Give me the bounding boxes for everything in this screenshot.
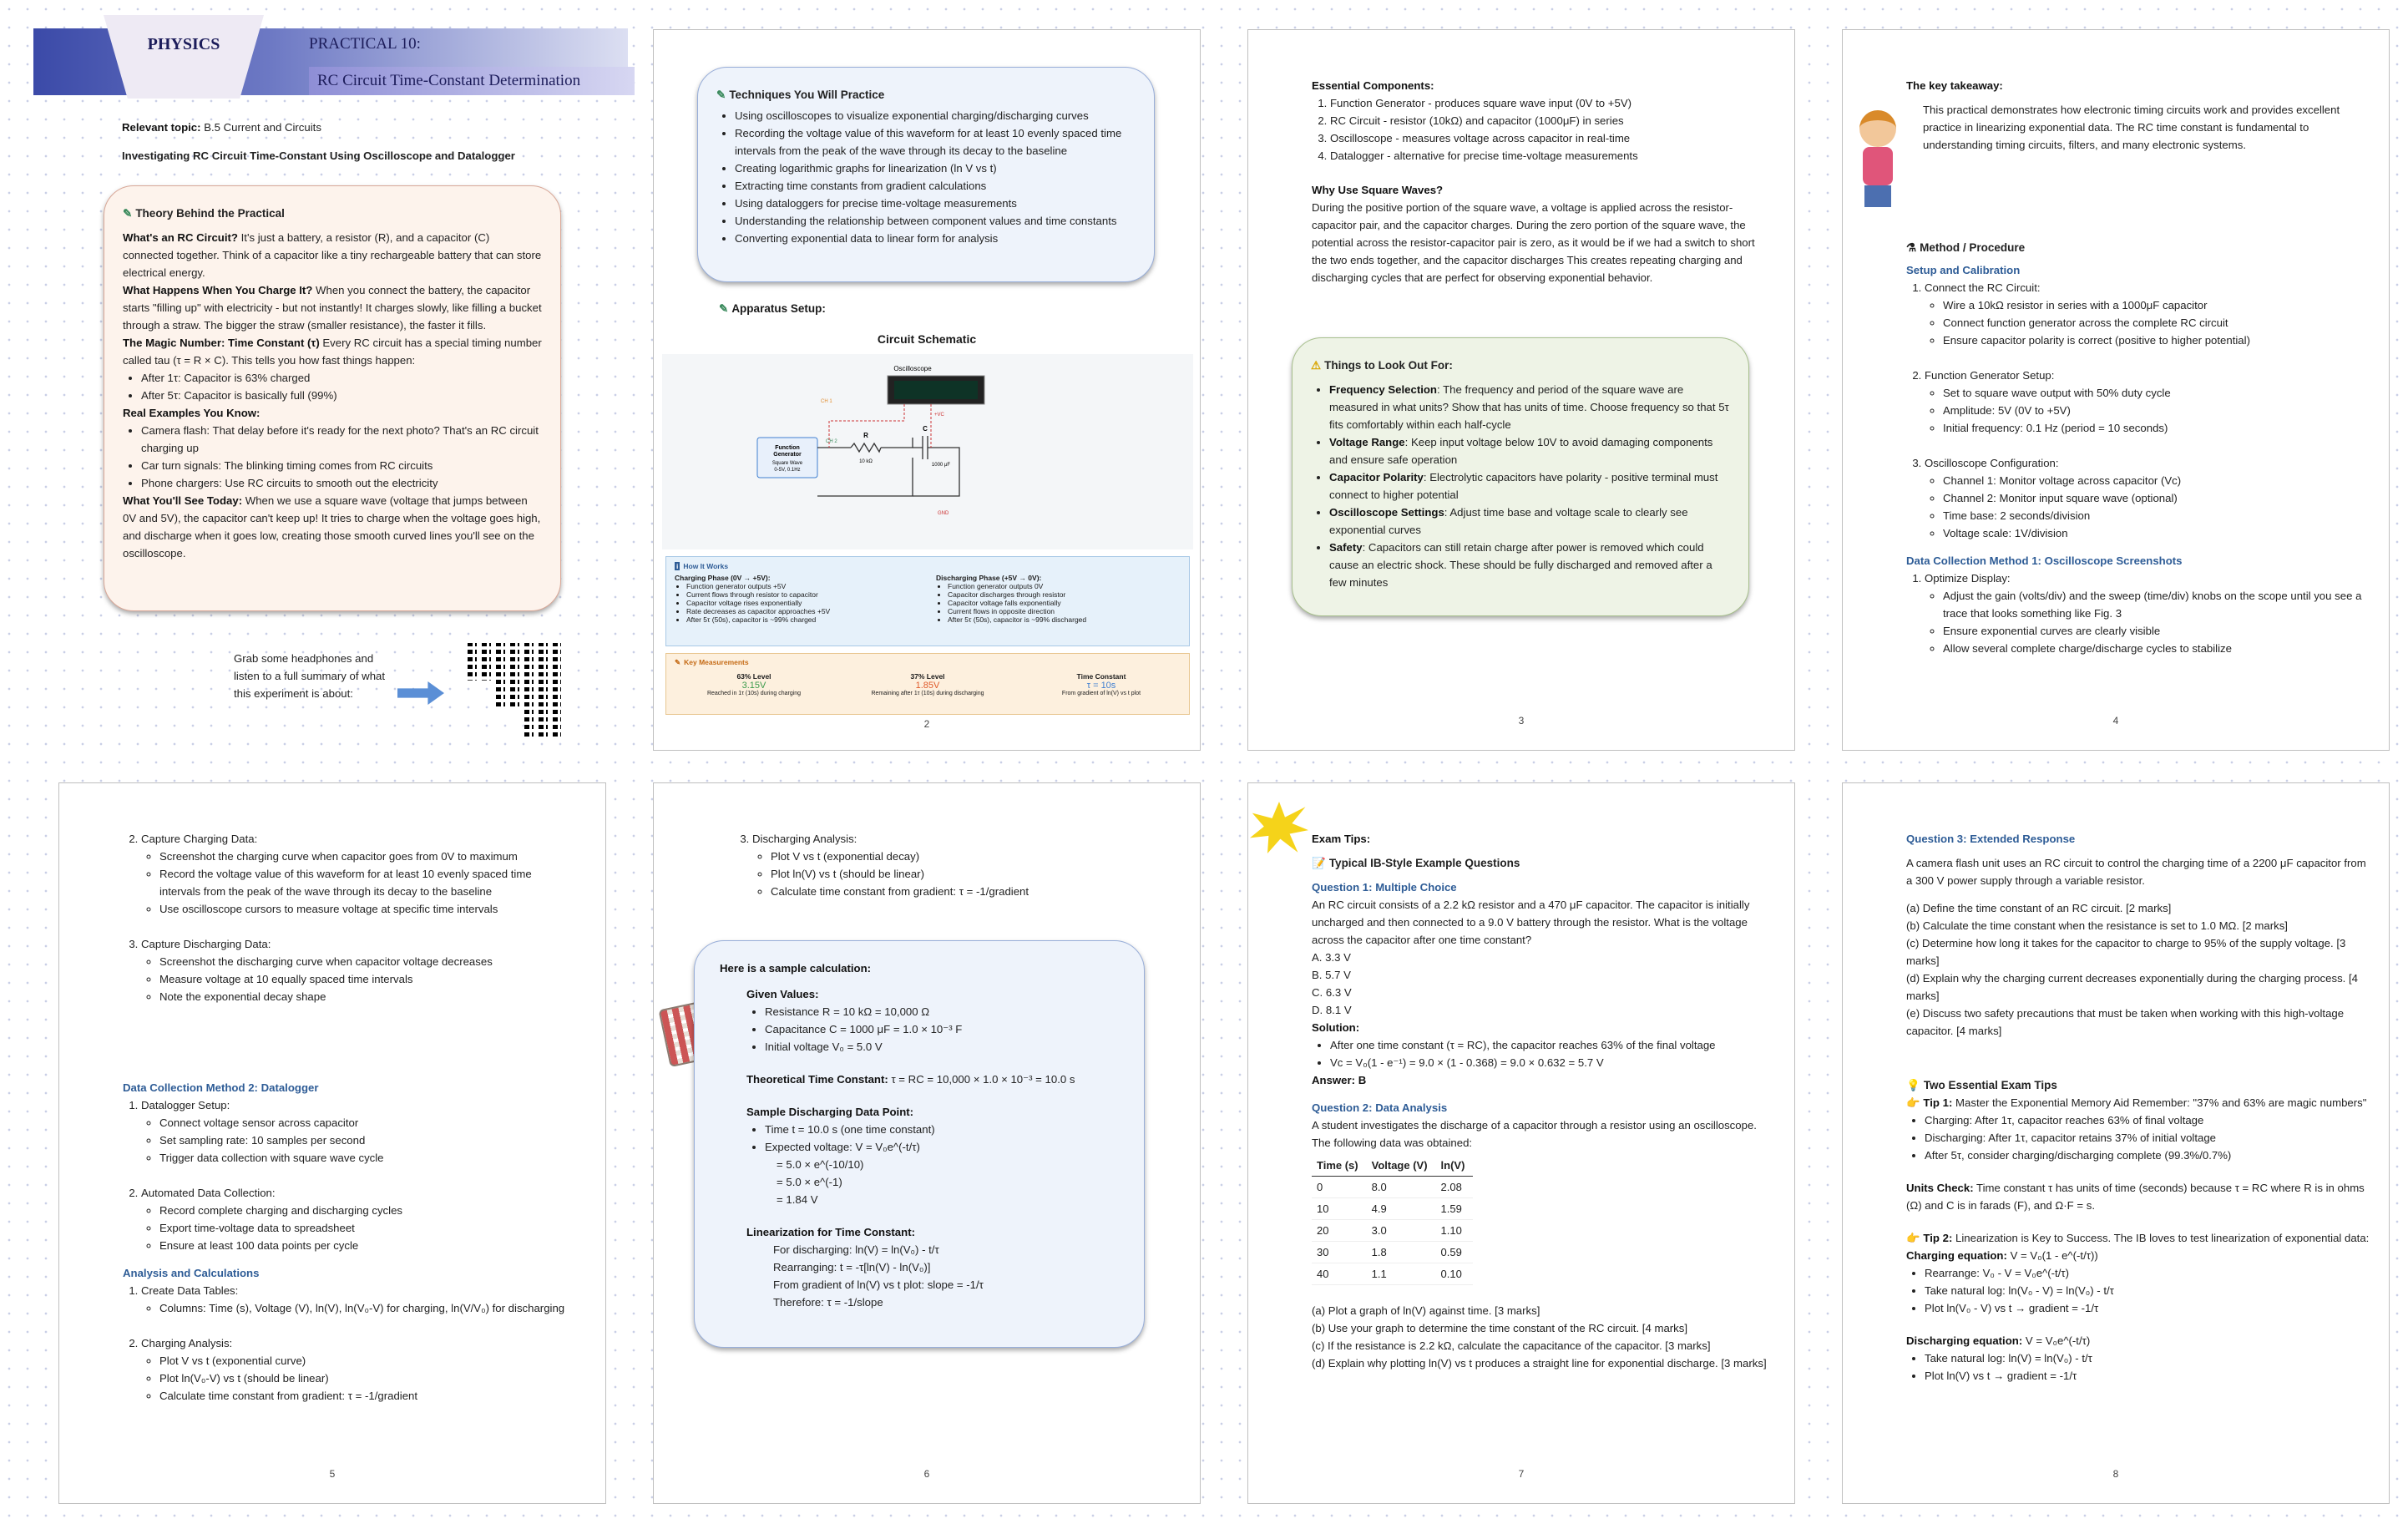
question-2-text: A student investigates the discharge of a capacitor through a resistor using an oscilloscope. The following data was obtained: xyxy=(1312,1119,1757,1149)
method-section xyxy=(1906,239,2374,657)
charging-equation: Charging equation: V = V₀(1 - e^(-t/τ)) xyxy=(1906,1249,2098,1262)
discharging-analysis: 3. Discharging Analysis: ◦ Plot V vs t (exponential decay) ◦ Plot ln(V) vs t (should be linear) ◦ Calculate time constant from gradient: τ = -1/gradient xyxy=(734,830,1168,900)
sample-discharge-title: Sample Discharging Data Point: xyxy=(746,1106,914,1118)
topic-line: Relevant topic: B.5 Current and Circuits xyxy=(122,121,321,134)
techniques-box xyxy=(697,67,1155,282)
examples-list: • Camera flash: That delay before it's ready for the next photo? That's an RC circuit charging up • Car turn signals: The blinking timing comes from RC circuits • Phone chargers: Use RC circuits to smooth out the electricity xyxy=(123,422,542,492)
schematic-panel xyxy=(662,354,1193,549)
setup-title: Setup and Calibration xyxy=(1906,264,2021,276)
square-wave-title: Why Use Square Waves? xyxy=(1312,184,1444,196)
apparatus-title: ✎ Apparatus Setup: xyxy=(719,302,826,315)
page-8 xyxy=(1842,782,2390,1504)
page-subtitle: Investigating RC Circuit Time-Constant Using Oscilloscope and Datalogger xyxy=(122,149,515,162)
phases xyxy=(675,574,1181,624)
tip-1: 👉 Tip 1: Master the Exponential Memory Aid Remember: "37% and 63% are magic numbers" xyxy=(1906,1094,2370,1111)
solution-label: Solution: xyxy=(1312,1021,1360,1034)
oscilloscope-screen xyxy=(894,381,978,399)
resistor-label: R xyxy=(863,432,868,439)
takeaway: The key takeaway: This practical demonstrates how electronic timing circuits work and provides excellent practice in linearizing exponential data. The RC time constant is fundamental to understanding timing circuits, filters, and many electronic systems. xyxy=(1906,79,2340,151)
lightbulb-icon: 💡 xyxy=(1906,1079,1920,1091)
page-number: 4 xyxy=(2112,715,2119,727)
tip-2: 👉 Tip 2: Linearization is Key to Success. The IB loves to test linearization of exponential data: xyxy=(1906,1229,2370,1247)
theory-q3: The Magic Number: Time Constant (τ) Every RC circuit has a special timing number called tau (τ = R × C). This tells you how fast things happen: xyxy=(123,337,542,367)
fg-label-1: Function xyxy=(775,445,800,451)
gnd-label: GND xyxy=(938,511,949,516)
how-it-works-panel xyxy=(665,556,1190,646)
method2-title: Data Collection Method 2: Datalogger xyxy=(123,1081,319,1094)
key-measurements-panel xyxy=(665,653,1190,715)
memo-icon: 📝 xyxy=(1312,857,1326,869)
question-1-title: Question 1: Multiple Choice xyxy=(1312,881,1457,894)
flask-icon: ⚗ xyxy=(1906,241,1917,254)
method1-steps: 1. Optimize Display: ◦ Adjust the gain (volts/div) and the sweep (time/div) knobs on the scope until you see a trace that looks something like Fig. 3 ◦ Ensure exponential curves are clearly visible ◦ Allow several complete charge/discharge cycles to stabilize xyxy=(1906,570,2374,657)
page-1 xyxy=(33,15,635,750)
discharging-equation: Discharging equation: V = V₀e^(-t/τ) xyxy=(1906,1334,2091,1347)
table-row: 40 1.1 0.10 xyxy=(1312,1263,1473,1285)
exam-section xyxy=(1312,830,1776,1372)
question-3-parts: (a) Define the time constant of an RC circuit. [2 marks] (b) Calculate the time constant when the resistance is set to 1.0 MΩ. [2 marks] (c) Determine how long it takes for the capacitor to charge to 95% of the supply voltage. [3 marks] (d) Explain why the charging current decreases exponentially during the charging process. [4 marks] (e) Discuss two safety precautions that must be taken when working with this high-voltage capacitor. [4 marks] xyxy=(1906,902,2358,1037)
capacitor-value: 1000 μF xyxy=(931,463,951,468)
schematic-title: Circuit Schematic xyxy=(877,332,977,346)
linearization-steps: For discharging: ln(V) = ln(V₀) - t/τ Rearranging: t = -τ[ln(V) - ln(V₀)] From gradient of ln(V) vs t plot: slope = -1/τ Therefore: τ = -1/slope xyxy=(773,1243,984,1309)
subject-label: PHYSICS xyxy=(147,35,220,53)
discharging-phase: Discharging Phase (+5V → 0V): • Function generator outputs 0V • Capacitor discharges through resistor • Capacitor voltage falls exponentially • Current flows in opposite direction • After 5τ (50s), capacitor is ~99% discharged xyxy=(936,574,1181,624)
measurements-row xyxy=(675,672,1181,696)
measurement-63: 63% Level 3.15V Reached in 1τ (10s) during charging xyxy=(706,672,802,696)
pencil-icon: ✎ xyxy=(716,89,726,101)
theoretical-tau: Theoretical Time Constant: τ = RC = 10,000 × 1.0 × 10⁻³ = 10.0 s xyxy=(746,1073,1075,1086)
fg-label-2: Generator xyxy=(773,452,802,458)
charging-steps: • Rearrange: V₀ - V = V₀e^(-t/τ) • Take natural log: ln(V₀ - V) = ln(V₀) - t/τ • Plot ln(V₀ - V) vs t → gradient = -1/τ xyxy=(1906,1264,2370,1317)
page-5 xyxy=(58,782,606,1504)
page-number: 6 xyxy=(923,1468,930,1480)
theory-title: ✎ Theory Behind the Practical xyxy=(123,205,542,222)
sample-title: Here is a sample calculation: xyxy=(720,962,872,975)
question-2-parts: (a) Plot a graph of ln(V) against time. [3 marks] (b) Use your graph to determine the time constant of the RC circuit. [4 marks] (c) If the resistance is 2.2 kΩ, calculate the capacitance of the capacitor. [3 marks] (d) Explain why plotting ln(V) vs t produces a straight line for exponential discharge. [3 marks] xyxy=(1312,1304,1767,1370)
analysis-steps: 1. Create Data Tables: ◦ Columns: Time (s), Voltage (V), ln(V), ln(V₀-V) for charging, ln(V/V₀) for discharging 2. Charging Analysis: ◦ Plot V vs t (exponential curve) ◦ Plot ln(V₀-V) vs t (should be linear) ◦ Calculate time constant from gradient: τ = -1/gradient xyxy=(123,1282,590,1405)
vc-label: +VC xyxy=(934,413,944,418)
question-3-text: A camera flash unit uses an RC circuit to control the charging time of a 2200 μF capacitor from a 300 V power supply through a variable resistor. xyxy=(1906,857,2366,887)
table-row: 20 3.0 1.10 xyxy=(1312,1220,1473,1242)
audio-prompt: Grab some headphones and listen to a full summary of what this experiment is about: xyxy=(234,652,386,700)
info-icon: i xyxy=(676,562,679,570)
measurement-tau: Time Constant τ = 10s From gradient of ln(V) vs t plot xyxy=(1061,672,1141,696)
page-number: 8 xyxy=(2112,1468,2119,1480)
components-section: Essential Components: 1. Function Generator - produces square wave input (0V to +5V) 2. RC Circuit - resistor (10kΩ) and capacitor (1000μF) in series 3. Oscilloscope - measures voltage across capacitor in real-time 4. Datalogger - alternative for precise time-voltage measurements Why Use Square Waves? During the positive portion of the square wave, a voltage is applied across the resistor-capacitor pair, and the capacitor charges. During the zero portion of the square wave, the potential across the resistor-capacitor pair is zero, as it would be if we had a switch to short the two ends together, and the capacitor discharges This creates repeating charging and discharging cycles that are perfect for observing exponential behavior. xyxy=(1312,77,1763,286)
exam-tips-heading: 💡 Two Essential Exam Tips xyxy=(1906,1076,2370,1094)
practical-number: PRACTICAL 10: xyxy=(309,35,421,53)
datalogger-steps: 1. Datalogger Setup: ◦ Connect voltage sensor across capacitor ◦ Set sampling rate: 10 samples per second ◦ Trigger data collection with square wave cycle 2. Automated Data Collection: ◦ Record complete charging and discharging cycles ◦ Export time-voltage data to spreadsheet ◦ Ensure at least 100 data points per cycle xyxy=(123,1096,590,1254)
look-out-title: ⚠ Things to Look Out For: xyxy=(1311,357,1730,374)
theory-box xyxy=(104,185,561,611)
table-row: 30 1.8 0.59 xyxy=(1312,1242,1473,1263)
pencil-icon: ✎ xyxy=(719,302,729,315)
units-check: Units Check: Time constant τ has units of time (seconds) because τ = RC where R is in ohms (Ω) and C is in farads (F), and Ω·F = s. xyxy=(1906,1182,2365,1212)
answer-label: Answer: B xyxy=(1312,1074,1367,1086)
ch2-label: CH 2 xyxy=(826,439,837,444)
page-3 xyxy=(1247,29,1795,751)
table-row: 0 8.0 2.08 xyxy=(1312,1177,1473,1198)
solution-list: • After one time constant (τ = RC), the capacitor reaches 63% of the final voltage • Vc = V₀(1 - e⁻¹) = 9.0 × (1 - 0.368) = 9.0 × 0.632 = 5.7 V xyxy=(1312,1036,1776,1071)
fg-label-3: Square Wave xyxy=(771,461,803,466)
exam-tips-title: Exam Tips: xyxy=(1312,833,1371,845)
circuit-wire xyxy=(817,438,913,496)
question-3-section xyxy=(1906,830,2370,1385)
probe-wire xyxy=(829,404,931,448)
theory-q5: What You'll See Today: When we use a square wave (voltage that jumps between 0V and 5V), the capacitor can't keep up! It tries to charge when the voltage goes high, and discharge when it goes low, creating those smooth curved lines you'll see on the oscilloscope. xyxy=(123,494,541,559)
setup-steps: 1. Connect the RC Circuit: ◦ Wire a 10kΩ resistor in series with a 1000μF capacitor ◦ Connect function generator across the complete RC circuit ◦ Ensure capacitor polarity is correct (positive to higher potential) 2. Function Generator Setup: ◦ Set to square wave output with 50% duty cycle ◦ Amplitude: 5V (0V to +5V) ◦ Initial frequency: 0.1 Hz (period = 10 seconds) 3. Oscilloscope Configuration: ◦ Channel 1: Monitor voltage across capacitor (Vc) ◦ Channel 2: Monitor input square wave (optional) ◦ Time base: 2 seconds/division ◦ Voltage scale: 1V/division xyxy=(1906,279,2374,542)
page-number: 2 xyxy=(923,718,930,730)
page-7 xyxy=(1247,782,1795,1504)
analysis-title: Analysis and Calculations xyxy=(123,1267,260,1279)
arrow-right-icon xyxy=(397,681,444,705)
page-number: 7 xyxy=(1518,1468,1525,1480)
linearization-title: Linearization for Time Constant: xyxy=(746,1226,915,1238)
question-1-text: An RC circuit consists of a 2.2 kΩ resistor and a 470 μF capacitor. The capacitor is initially uncharged and then connected to a 9.0 V battery through the resistor. What is the voltage across the capacitor after one time constant? xyxy=(1312,899,1750,946)
page-number: 3 xyxy=(1518,715,1525,727)
tau-list: • After 1τ: Capacitor is 63% charged • After 5τ: Capacitor is basically full (99%) xyxy=(123,369,542,404)
techniques-title: ✎ Techniques You Will Practice xyxy=(716,86,1136,104)
fg-label-4: 0-5V, 0.1Hz xyxy=(774,468,801,473)
techniques-list: • Using oscilloscopes to visualize exponential charging/discharging curves • Recording the voltage value of this waveform for at least 10 evenly spaced time intervals from the peak of the wave through its decay to the baseline • Creating logarithmic graphs for linearization (ln V vs t) • Extracting time constants from gradient calculations • Using dataloggers for precise time-voltage measurements • Understanding the relationship between component values and time constants • Converting exponential data to linear form for analysis xyxy=(716,107,1136,247)
question-3-title: Question 3: Extended Response xyxy=(1906,833,2076,845)
look-out-box xyxy=(1292,337,1749,616)
data-table xyxy=(1312,1155,1473,1285)
charging-phase: Charging Phase (0V → +5V): • Function generator outputs +5V • Current flows through resistor to capacitor • Capacitor voltage rises exponentially • Rate decreases as capacitor approaches +5V • After 5τ (50s), capacitor is ~99% charged xyxy=(675,574,919,624)
ib-questions-title: 📝 Typical IB-Style Example Questions xyxy=(1312,854,1776,872)
measurement-37: 37% Level 1.85V Remaining after 1τ (10s) during discharging xyxy=(871,672,984,696)
theory-q2: What Happens When You Charge It? When you connect the battery, the capacitor starts "filling up" with electricity - but not instantly! It charges slowly, like filling a bucket through a straw. The bigger the straw (smaller resistance), the faster it fills. xyxy=(123,284,542,332)
capture-section xyxy=(123,830,574,1005)
sample-body: Given Values: • Resistance R = 10 kΩ = 10,000 Ω • Capacitance C = 1000 μF = 1.0 × 10⁻³ F • Initial voltage V₀ = 5.0 V Theoretical Time Constant: τ = RC = 10,000 × 1.0 × 10⁻³ = 10.0 s Sample Discharging Data Point: • Time t = 10.0 s (one time constant) • Expected voltage: V = V₀e^(-t/τ) = 5.0 × e^(-10/10) = 5.0 × e^(-1) = 1.84 V Linearization for Time Constant: For discharging: ln(V) = ln(V₀) - t/τ Rearranging: t = -τ[ln(V) - ln(V₀)] From gradient of ln(V) vs t plot: slope = -1/τ Therefore: τ = -1/slope xyxy=(720,985,1119,1311)
page-6 xyxy=(653,782,1201,1504)
page-4 xyxy=(1842,29,2390,751)
key-measurements-title: ✎ Key Measurements xyxy=(675,658,749,666)
theory-q1: What's an RC Circuit? It's just a battery, a resistor (R), and a capacitor (C) connected together. Think of a capacitor like a tiny rechargeable battery that can store electrical energy. xyxy=(123,231,542,279)
pointing-hand-icon: 👉 xyxy=(1906,1096,1920,1109)
theory-q4: Real Examples You Know: xyxy=(123,407,261,419)
method1-title: Data Collection Method 1: Oscilloscope Screenshots xyxy=(1906,554,2183,567)
warning-icon: ⚠ xyxy=(1311,359,1322,372)
page-2 xyxy=(653,29,1201,751)
sample-calculation-box xyxy=(694,940,1145,1348)
capacitor-label: C xyxy=(923,425,928,433)
discharging-steps: • Take natural log: ln(V) = ln(V₀) - t/τ • Plot ln(V) vs t → gradient = -1/τ xyxy=(1906,1349,2370,1385)
circuit-schematic xyxy=(662,354,1193,549)
thinking-person-icon xyxy=(1854,110,1901,207)
how-it-works-title: i How It Works xyxy=(676,562,729,570)
tip-1-list: • Charging: After 1τ, capacitor reaches 63% of final voltage • Discharging: After 1τ, capacitor retains 37% of initial voltage • After 5τ, consider charging/discharging complete (99.3%/0.7%) xyxy=(1906,1111,2370,1164)
method-title: ⚗ Method / Procedure xyxy=(1906,239,2374,256)
page-number: 5 xyxy=(329,1468,336,1480)
ch1-label: CH 1 xyxy=(821,399,832,404)
burst-icon xyxy=(1250,802,1308,853)
resistor-value: 10 kΩ xyxy=(859,459,873,464)
components-list: 1. Function Generator - produces square wave input (0V to +5V) 2. RC Circuit - resistor (10kΩ) and capacitor (1000μF) in series 3. Oscilloscope - measures voltage across capacitor in real-time 4. Datalogger - alternative for precise time-voltage measurements xyxy=(1312,94,1763,165)
table-row: 10 4.9 1.59 xyxy=(1312,1198,1473,1220)
question-1-options: A. 3.3 V B. 5.7 V C. 6.3 V D. 8.1 V xyxy=(1312,951,1352,1016)
oscilloscope-label: Oscilloscope xyxy=(893,365,932,372)
square-wave-text: During the positive portion of the square wave, a voltage is applied across the resistor-capacitor pair, and the capacitor charges. During the zero portion of the square wave, the potential across the resistor-capacitor pair is zero, as it would be if we had a switch to short the two ends together, and the capacitor discharges This creates repeating charging and discharging cycles that are perfect for observing exponential behavior. xyxy=(1312,201,1755,284)
ruler-icon: ✎ xyxy=(675,658,681,666)
pointing-hand-icon: 👉 xyxy=(1906,1232,1920,1244)
question-2-title: Question 2: Data Analysis xyxy=(1312,1101,1448,1114)
pencil-icon: ✎ xyxy=(123,207,133,220)
datalogger-section xyxy=(123,1079,590,1405)
sample-steps: = 5.0 × e^(-10/10) = 5.0 × e^(-1) = 1.84 V xyxy=(777,1158,864,1206)
look-out-list: • Frequency Selection: The frequency and period of the square wave are measured in what units? Show that has units of time. Choose frequency so that 5τ fits comfortably within each half-cycle • Voltage Range: Keep input voltage below 10V to avoid damaging components and ensure safe operation • Capacitor Polarity: Electrolytic capacitors have polarity - positive terminal must connect to higher potential • Oscilloscope Settings: Adjust time base and voltage scale to clearly see exponential curves • Safety: Capacitors can still retain charge after power is removed which could cause an electric shock. These should be fully discharged and removed after a few minutes xyxy=(1311,381,1730,591)
capture-steps: 2. Capture Charging Data: ◦ Screenshot the charging curve when capacitor goes from 0V to maximum ◦ Record the voltage value of this waveform for at least 10 evenly spaced time intervals from the peak of the wave through its decay to the baseline ◦ Use oscilloscope cursors to measure voltage at specific time intervals 3. Capture Discharging Data: ◦ Screenshot the discharging curve when capacitor voltage decreases ◦ Measure voltage at 10 equally spaced time intervals ◦ Note the exponential decay shape xyxy=(123,830,574,1005)
practical-title: RC Circuit Time-Constant Determination xyxy=(317,72,581,89)
qr-code-icon[interactable] xyxy=(468,643,561,737)
table-header: Time (s) Voltage (V) ln(V) xyxy=(1312,1155,1473,1177)
